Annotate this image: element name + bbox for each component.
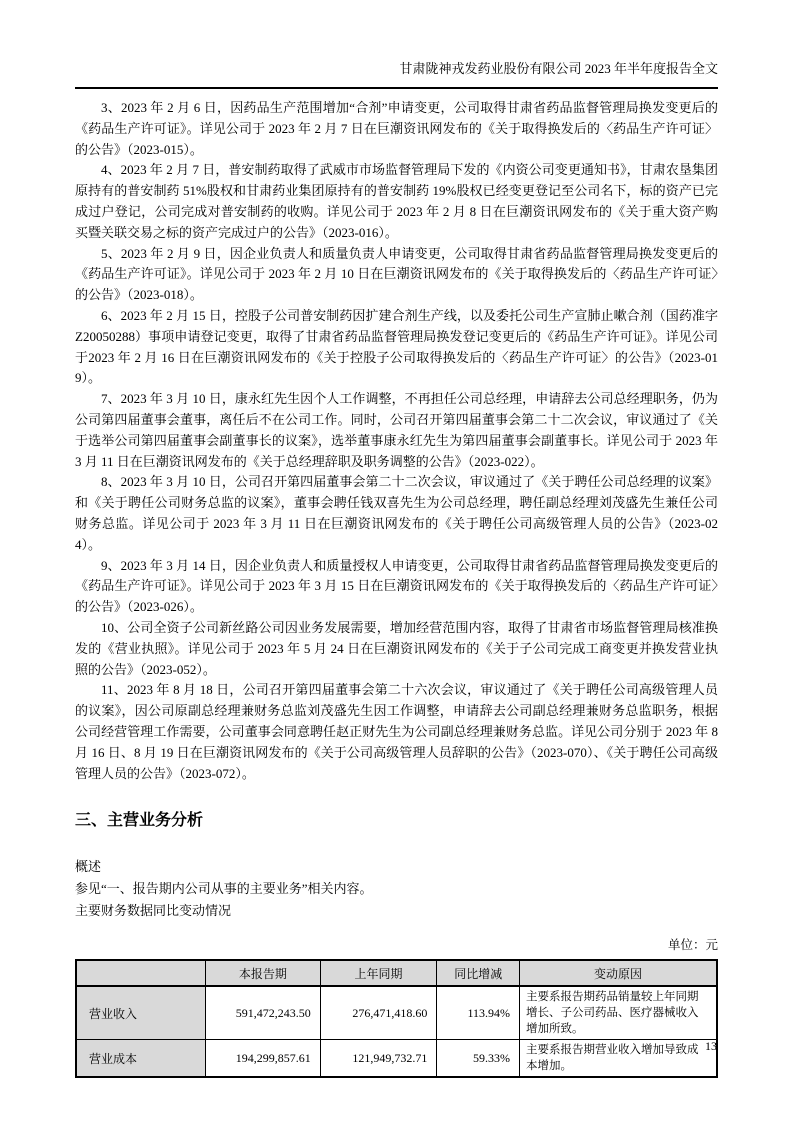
paragraph-5: 5、2023 年 2 月 9 日，因企业负责人和质量负责人申请变更，公司取得甘肃省药品监督管理局换发变更后的《药品生产许可证》。详见公司于 2023 年 2 月 10 日在巨潮资讯网发布的《关于取得换发后的〈药品生产许可证〉的公告》（2023-018）。 (75, 245, 718, 303)
overview-block (75, 856, 718, 922)
col-header-blank (76, 960, 205, 986)
cell-change: 59.33% (437, 1040, 520, 1078)
paragraph-7: 7、2023 年 3 月 10 日，康永红先生因个人工作调整，不再担任公司总经理，申请辞去公司总经理职务，仍为公司第四届董事会董事，离任后不在公司工作。同时，公司召开第四届董事会第二十二次会议，审议通过了《关于选举公司第四届董事会副董事长的议案》，选举董事康永红先生为第四届董事会副董事长。详见公司于 2023 年 3 月 11 日在巨潮资讯网发布的《关于总经理辞职及职务调整的公告》（2023-022）。 (75, 391, 718, 469)
col-header-change-reason: 变动原因 (520, 960, 717, 986)
col-header-prior-period: 上年同期 (320, 960, 437, 986)
report-body (75, 98, 718, 784)
table-header-row (76, 960, 717, 986)
page-header (75, 0, 718, 89)
section-heading-main-business-analysis: 三、主营业务分析 (75, 812, 204, 830)
paragraph-10: 10、公司全资子公司新丝路公司因业务发展需要，增加经营范围内容，取得了甘肃省市场监督管理局核准换发的《营业执照》。详见公司于 2023 年 5 月 24 日在巨潮资讯网发布的《关于子公司完成工商变更并换发营业执照的公告》（2023-052）。 (75, 619, 718, 677)
paragraph-3: 3、2023 年 2 月 6 日，因药品生产范围增加“合剂”申请变更，公司取得甘肃省药品监督管理局换发变更后的《药品生产许可证》。详见公司于 2023 年 2 月 7 日在巨潮资讯网发布的《关于取得换发后的〈药品生产许可证〉的公告》（2023-015）。 (75, 100, 718, 157)
page-number: 13 (705, 1039, 717, 1053)
col-header-yoy-change: 同比增减 (437, 960, 520, 986)
cell-prior: 276,471,418.60 (320, 986, 437, 1040)
cell-current: 591,472,243.50 (205, 986, 320, 1040)
report-title: 甘肃陇神戎发药业股份有限公司 2023 年半年度报告全文 (399, 61, 718, 76)
overview-reference: 参见“一、报告期内公司从事的主要业务”相关内容。 (75, 881, 373, 897)
row-label: 营业收入 (76, 986, 205, 1040)
subsection-title: 主要财务数据同比变动情况 (75, 903, 232, 919)
cell-reason: 主要系报告期药品销量较上年同期增长、子公司药品、医疗器械收入增加所致。 (520, 986, 717, 1040)
table-row-operating-cost (76, 1040, 717, 1078)
cell-reason: 主要系报告期营业收入增加导致成本增加。 (520, 1040, 717, 1078)
unit-label: 单位：元 (667, 938, 718, 953)
cell-prior: 121,949,732.71 (320, 1040, 437, 1078)
col-header-current-period: 本报告期 (205, 960, 320, 986)
cell-current: 194,299,857.61 (205, 1040, 320, 1078)
paragraph-9: 9、2023 年 3 月 14 日，因企业负责人和质量授权人申请变更，公司取得甘肃省药品监督管理局换发变更后的《药品生产许可证》。详见公司于 2023 年 3 月 15 日在巨潮资讯网发布的《关于取得换发后的〈药品生产许可证〉的公告》（2023-026）。 (75, 557, 718, 615)
overview-label: 概述 (75, 859, 102, 875)
paragraph-8: 8、2023 年 3 月 10 日，公司召开第四届董事会第二十二次会议，审议通过了《关于聘任公司总经理的议案》和《关于聘任公司财务总监的议案》，董事会聘任钱双喜先生为公司总经理，聘任副总经理刘茂盛先生兼任公司财务总监。详见公司于 2023 年 3 月 11 日在巨潮资讯网发布的《关于聘任公司高级管理人员的公告》（2023-024）。 (75, 474, 718, 552)
financial-comparison-table (75, 959, 718, 1078)
paragraph-11: 11、2023 年 8 月 18 日，公司召开第四届董事会第二十六次会议，审议通过了《关于聘任公司高级管理人员的议案》，因公司原副总经理兼财务总监刘茂盛先生因工作调整，申请辞去公司副总经理兼财务总监职务，根据公司经营管理工作需要，公司董事会同意聘任赵正财先生为公司副总经理兼财务总监。详见公司分别于 2023 年 8 月 16 日、8 月 19 日在巨潮资讯网发布的《关于公司高级管理人员辞职的公告》（2023-070）、《关于聘任公司高级管理人员的公告》（2023-072）。 (75, 682, 718, 781)
row-label: 营业成本 (76, 1040, 205, 1078)
paragraph-6: 6、2023 年 2 月 15 日，控股子公司普安制药因扩建合剂生产线，以及委托公司生产宣肺止嗽合剂（国药准字Z20050288）事项申请登记变更，取得了甘肃省药品监督管理局换发登记变更后的《药品生产许可证》。详见公司于2023 年 2 月 16 日在巨潮资讯网发布的《关于控股子公司取得换发后的〈药品生产许可证〉的公告》（2023-019）。 (75, 307, 718, 386)
paragraph-4: 4、2023 年 2 月 7 日，普安制药取得了武威市市场监督管理局下发的《内资公司变更通知书》，甘肃农垦集团原持有的普安制药 51%股权和甘肃药业集团原持有的普安制药 19%股权已经变更登记至公司名下，标的资产已完成过户登记，公司完成对普安制药的收购。详见公司于 2023 年 2 月 8 日在巨潮资讯网发布的《关于重大资产购买暨关联交易之标的资产完成过户的公告》（2023-016）。 (75, 162, 718, 240)
cell-change: 113.94% (437, 986, 520, 1040)
table-row-operating-revenue (76, 986, 717, 1040)
